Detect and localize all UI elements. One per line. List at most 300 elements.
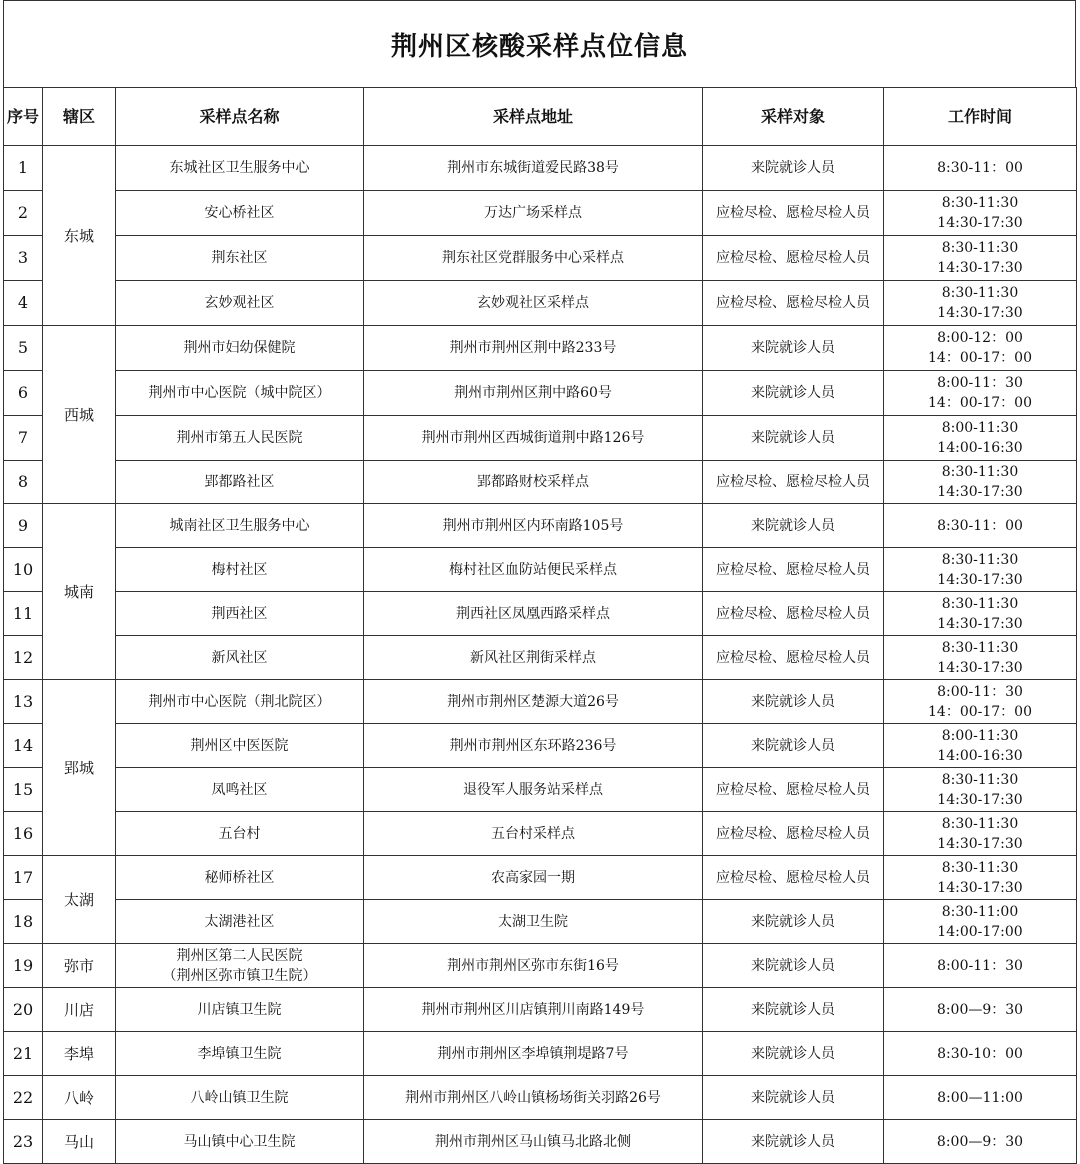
row-site-address: [364, 1032, 703, 1076]
row-work-time: [884, 146, 1077, 191]
row-target-text: 应检尽检、愿检尽检人员: [716, 295, 870, 311]
row-work-time-text: 8:30-11:30: [941, 639, 1019, 656]
row-seq-text: 6: [17, 383, 29, 402]
row-work-time-text: 8:30-11:30: [941, 240, 1019, 256]
row-work-time-text: 8:00—9：30: [936, 1133, 1024, 1150]
row-site-name: [116, 236, 364, 281]
table-row: [4, 416, 1077, 461]
row-work-time-text: 8:00—11:00: [937, 1089, 1023, 1106]
table-row: [4, 461, 1077, 504]
row-site-address: [364, 281, 703, 326]
row-site-name-text: 新风社区: [211, 649, 268, 666]
row-site-name: [116, 636, 364, 680]
row-seq: [4, 1076, 43, 1120]
row-site-name-text: 城南社区卫生服务中心: [169, 517, 310, 534]
row-work-time-text: 14:30-17:30: [937, 260, 1023, 276]
row-site-address-text: 荆州市荆州区内环南路105号: [442, 517, 624, 534]
row-site-name-text: 马山镇中心卫生院: [183, 1133, 296, 1150]
row-site-name-text: 秘师桥社区: [204, 869, 275, 886]
row-work-time: [884, 724, 1077, 768]
row-district-text: 郢城: [63, 758, 94, 777]
row-work-time: [884, 461, 1077, 504]
row-work-time-text: 14：00-17：00: [928, 395, 1032, 411]
row-work-time-text: 8:30-11:30: [941, 859, 1019, 876]
table-row: [4, 636, 1077, 680]
row-target: [703, 812, 884, 856]
row-site-name-text: 八岭山镇卫生院: [190, 1089, 289, 1106]
row-work-time: [884, 371, 1077, 416]
row-site-address-text: 荆州市荆州区楚源大道26号: [447, 693, 619, 710]
row-site-name-text: 荆州区第二人民医院: [176, 947, 303, 964]
row-seq: [4, 856, 43, 900]
row-work-time-text: 8:00-11:30: [941, 727, 1019, 744]
row-target-text: 来院就诊人员: [751, 385, 835, 401]
row-site-name-text: 凤鸣社区: [211, 781, 268, 798]
row-district-text: 川店: [63, 1000, 94, 1019]
row-seq: [4, 191, 43, 236]
row-site-address-text: 退役军人服务站采样点: [463, 781, 603, 798]
row-site-address: [364, 461, 703, 504]
row-work-time-text: 14:30-17:30: [937, 835, 1023, 852]
row-site-name: [116, 146, 364, 191]
row-site-address: [364, 146, 703, 191]
row-target: [703, 191, 884, 236]
row-site-address: [364, 326, 703, 371]
row-target: [703, 461, 884, 504]
row-site-name: [116, 1120, 364, 1164]
row-target-text: 来院就诊人员: [751, 430, 835, 446]
row-target: [703, 236, 884, 281]
row-seq-text: 4: [17, 293, 29, 312]
row-seq: [4, 1120, 43, 1164]
row-site-name: [116, 944, 364, 988]
row-target-text: 来院就诊人员: [751, 913, 835, 930]
sampling-sites-table: [3, 87, 1077, 1164]
table-row: [4, 326, 1077, 371]
row-work-time-text: 8:00—9：30: [936, 1001, 1024, 1018]
header-site-name: 采样点名称: [116, 88, 364, 146]
row-work-time: [884, 680, 1077, 724]
row-site-address-text: 荆州市荆州区东环路236号: [449, 737, 617, 754]
row-seq-text: 20: [12, 999, 34, 1019]
row-site-name-text: 荆东社区: [211, 250, 268, 266]
row-site-name: [116, 768, 364, 812]
row-target: [703, 416, 884, 461]
row-seq-text: 23: [12, 1131, 34, 1151]
row-seq-text: 1: [17, 158, 29, 177]
row-site-address-text: 万达广场采样点: [484, 205, 582, 221]
row-seq: [4, 236, 43, 281]
row-site-address-text: 荆东社区党群服务中心采样点: [442, 250, 624, 266]
row-target-text: 来院就诊人员: [751, 517, 835, 534]
row-work-time: [884, 812, 1077, 856]
table-row: [4, 768, 1077, 812]
table-row: [4, 812, 1077, 856]
row-district: [43, 680, 116, 856]
row-site-name-text: 郢都路社区: [204, 474, 275, 490]
row-site-name-text: 荆州市中心医院（城中院区）: [148, 385, 331, 401]
row-seq-text: 18: [12, 911, 34, 931]
row-work-time-text: 8:00-11：30: [937, 375, 1023, 391]
table-row: [4, 724, 1077, 768]
row-site-address: [364, 548, 703, 592]
row-site-address: [364, 768, 703, 812]
row-site-address-text: 荆州市荆州区荆中路233号: [449, 340, 617, 356]
row-work-time-text: 14:30-17:30: [937, 305, 1023, 321]
row-site-name-text: （荆州区弥市镇卫生院）: [162, 967, 317, 984]
row-district: [43, 856, 116, 944]
row-site-address: [364, 988, 703, 1032]
row-target-text: 应检尽检、愿检尽检人员: [716, 825, 870, 842]
row-district: [43, 1032, 116, 1076]
row-target-text: 来院就诊人员: [751, 957, 835, 974]
row-target: [703, 768, 884, 812]
row-district: [43, 146, 116, 326]
table-row: [4, 281, 1077, 326]
row-seq-text: 7: [17, 428, 29, 447]
row-site-name-text: 梅村社区: [211, 561, 268, 578]
row-site-address-text: 太湖卫生院: [498, 913, 568, 930]
table-row: [4, 548, 1077, 592]
row-work-time-text: 14:30-17:30: [937, 659, 1023, 676]
row-site-address-text: 郢都路财校采样点: [477, 474, 589, 490]
row-district-text: 八岭: [63, 1088, 94, 1107]
row-district: [43, 944, 116, 988]
row-site-address-text: 荆州市荆州区弥市东街16号: [447, 957, 619, 974]
row-seq: [4, 724, 43, 768]
row-target-text: 来院就诊人员: [751, 340, 835, 356]
row-site-name: [116, 281, 364, 326]
row-target: [703, 856, 884, 900]
table-row: [4, 988, 1077, 1032]
row-work-time-text: 8:00-12：00: [937, 330, 1023, 346]
row-site-address: [364, 191, 703, 236]
row-target: [703, 592, 884, 636]
row-target: [703, 326, 884, 371]
row-work-time: [884, 1120, 1077, 1164]
row-work-time: [884, 548, 1077, 592]
row-target: [703, 988, 884, 1032]
row-target-text: 来院就诊人员: [751, 1089, 835, 1106]
row-work-time-text: 8:30-11:30: [941, 195, 1019, 211]
row-work-time: [884, 236, 1077, 281]
row-seq-text: 5: [17, 338, 29, 357]
row-seq: [4, 326, 43, 371]
document-sheet: [3, 0, 1076, 1164]
table-row: [4, 1032, 1077, 1076]
row-site-name: [116, 371, 364, 416]
table-row: [4, 1076, 1077, 1120]
row-site-address: [364, 504, 703, 548]
row-district: [43, 988, 116, 1032]
row-work-time-text: 8:30-11:30: [941, 285, 1019, 301]
row-work-time-text: 8:30-11：00: [937, 517, 1023, 534]
row-site-name-text: 荆州市中心医院（荆北院区）: [148, 693, 331, 710]
row-seq: [4, 944, 43, 988]
row-target: [703, 548, 884, 592]
row-seq-text: 21: [12, 1043, 34, 1063]
row-target-text: 应检尽检、愿检尽检人员: [716, 561, 870, 578]
row-district: [43, 504, 116, 680]
row-seq: [4, 1032, 43, 1076]
row-target-text: 来院就诊人员: [751, 1001, 835, 1018]
row-site-address: [364, 416, 703, 461]
row-seq: [4, 680, 43, 724]
row-work-time: [884, 988, 1077, 1032]
row-site-address: [364, 636, 703, 680]
row-site-address-text: 荆州市荆州区八岭山镇杨场街关羽路26号: [405, 1089, 661, 1106]
row-work-time-text: 8:30-10：00: [937, 1045, 1023, 1062]
row-seq-text: 10: [12, 559, 34, 579]
row-target-text: 应检尽检、愿检尽检人员: [716, 649, 870, 666]
row-work-time-text: 14：00-17：00: [928, 703, 1032, 720]
row-site-address-text: 荆州市荆州区西城街道荆中路126号: [421, 430, 645, 446]
table-row: [4, 236, 1077, 281]
row-site-name-text: 荆州市第五人民医院: [176, 430, 303, 446]
row-site-address-text: 玄妙观社区采样点: [477, 295, 589, 311]
header-row: [4, 88, 1077, 146]
row-site-address-text: 荆州市荆州区李埠镇荆堤路7号: [437, 1045, 629, 1062]
row-site-name: [116, 548, 364, 592]
row-site-address: [364, 236, 703, 281]
row-target: [703, 281, 884, 326]
row-work-time-text: 14:30-17:30: [937, 615, 1023, 632]
row-site-name: [116, 416, 364, 461]
row-site-name: [116, 724, 364, 768]
row-target: [703, 146, 884, 191]
row-site-address: [364, 812, 703, 856]
row-work-time: [884, 191, 1077, 236]
row-district-text: 东城: [63, 226, 94, 245]
table-row: [4, 856, 1077, 900]
row-work-time: [884, 900, 1077, 944]
row-work-time: [884, 281, 1077, 326]
row-seq-text: 12: [12, 647, 34, 667]
row-work-time-text: 8:30-11:30: [941, 815, 1019, 832]
row-site-address-text: 荆州市荆州区川店镇荆川南路149号: [421, 1001, 645, 1018]
header-seq: 序号: [4, 88, 43, 146]
table-row: [4, 900, 1077, 944]
row-work-time-text: 14：00-17：00: [928, 350, 1032, 366]
row-site-address: [364, 1120, 703, 1164]
row-seq-text: 15: [12, 779, 34, 799]
row-work-time: [884, 768, 1077, 812]
row-site-address: [364, 724, 703, 768]
row-seq: [4, 371, 43, 416]
row-site-name-text: 东城社区卫生服务中心: [169, 160, 310, 176]
row-work-time-text: 8:30-11:30: [941, 464, 1019, 480]
row-site-address-text: 荆西社区凤凰西路采样点: [456, 605, 610, 622]
row-site-name-text: 荆州区中医医院: [190, 737, 289, 754]
row-site-name: [116, 900, 364, 944]
row-work-time-text: 14:30-17:30: [937, 571, 1023, 588]
row-work-time-text: 8:30-11:30: [941, 551, 1019, 568]
row-work-time-text: 8:00-11：30: [937, 683, 1023, 700]
table-row: [4, 191, 1077, 236]
row-site-address-text: 梅村社区血防站便民采样点: [449, 561, 617, 578]
row-district-text: 马山: [63, 1132, 94, 1151]
row-work-time: [884, 944, 1077, 988]
table-row: [4, 592, 1077, 636]
row-work-time-text: 14:30-17:30: [937, 215, 1023, 231]
row-seq-text: 22: [12, 1087, 34, 1107]
row-seq: [4, 461, 43, 504]
row-target-text: 来院就诊人员: [751, 1045, 835, 1062]
row-work-time: [884, 1076, 1077, 1120]
row-seq: [4, 548, 43, 592]
row-target-text: 应检尽检、愿检尽检人员: [716, 474, 870, 490]
row-site-name-text: 太湖港社区: [204, 913, 275, 930]
row-seq: [4, 146, 43, 191]
table-row: [4, 146, 1077, 191]
row-site-address: [364, 944, 703, 988]
row-seq: [4, 281, 43, 326]
row-work-time: [884, 1032, 1077, 1076]
row-site-address-text: 农高家园一期: [491, 869, 575, 886]
row-site-address: [364, 371, 703, 416]
header-district: 辖区: [43, 88, 116, 146]
row-work-time-text: 14:00-17:00: [937, 923, 1023, 940]
row-target-text: 来院就诊人员: [751, 1133, 835, 1150]
row-work-time: [884, 592, 1077, 636]
row-site-address-text: 荆州市荆州区荆中路60号: [454, 385, 612, 401]
row-seq: [4, 768, 43, 812]
table-row: [4, 680, 1077, 724]
row-seq-text: 11: [12, 603, 34, 623]
row-target-text: 应检尽检、愿检尽检人员: [716, 869, 870, 886]
row-target: [703, 680, 884, 724]
row-work-time-text: 14:30-17:30: [937, 879, 1023, 896]
row-work-time-text: 8:00-11：30: [937, 957, 1023, 974]
row-seq: [4, 988, 43, 1032]
row-target: [703, 1076, 884, 1120]
row-site-address: [364, 680, 703, 724]
row-seq-text: 14: [12, 735, 34, 755]
row-seq-text: 2: [17, 203, 29, 222]
row-seq-text: 3: [17, 248, 29, 267]
header-work-time: 工作时间: [884, 88, 1077, 146]
row-work-time-text: 8:30-11:30: [941, 771, 1019, 788]
row-district-text: 城南: [63, 582, 94, 601]
row-site-address-text: 五台村采样点: [491, 825, 575, 842]
row-target: [703, 724, 884, 768]
row-site-name: [116, 191, 364, 236]
row-seq: [4, 812, 43, 856]
row-district-text: 太湖: [63, 890, 94, 909]
header-site-address: 采样点地址: [364, 88, 703, 146]
row-site-name: [116, 988, 364, 1032]
row-target-text: 应检尽检、愿检尽检人员: [716, 781, 870, 798]
row-work-time-text: 14:00-16:30: [937, 747, 1023, 764]
row-target-text: 来院就诊人员: [751, 693, 835, 710]
row-site-name: [116, 504, 364, 548]
row-target-text: 应检尽检、愿检尽检人员: [716, 605, 870, 622]
row-site-name: [116, 680, 364, 724]
row-site-name: [116, 856, 364, 900]
table-row: [4, 944, 1077, 988]
table-body: [4, 146, 1077, 1164]
row-site-address: [364, 592, 703, 636]
row-work-time: [884, 416, 1077, 461]
row-seq-text: 19: [12, 955, 34, 975]
row-target: [703, 1120, 884, 1164]
row-seq-text: 16: [12, 823, 34, 843]
header-target: 采样对象: [703, 88, 884, 146]
row-site-name: [116, 812, 364, 856]
row-work-time-text: 8:30-11：00: [937, 160, 1023, 176]
row-site-name-text: 李埠镇卫生院: [197, 1045, 282, 1062]
row-site-address-text: 荆州市荆州区马山镇马北路北侧: [435, 1133, 631, 1150]
row-site-name: [116, 1032, 364, 1076]
row-site-name-text: 荆西社区: [211, 605, 268, 622]
row-seq: [4, 636, 43, 680]
row-target: [703, 944, 884, 988]
row-work-time: [884, 326, 1077, 371]
table-row: [4, 371, 1077, 416]
row-district-text: 弥市: [63, 956, 94, 975]
row-work-time-text: 8:30-11:30: [941, 595, 1019, 612]
row-target: [703, 371, 884, 416]
row-site-name-text: 玄妙观社区: [204, 295, 275, 311]
row-target-text: 来院就诊人员: [751, 737, 835, 754]
row-site-name: [116, 592, 364, 636]
row-district: [43, 326, 116, 504]
row-target-text: 应检尽检、愿检尽检人员: [716, 250, 870, 266]
row-site-name-text: 五台村: [218, 825, 261, 842]
row-seq-text: 8: [17, 472, 29, 491]
row-seq: [4, 592, 43, 636]
row-site-name: [116, 461, 364, 504]
row-seq: [4, 900, 43, 944]
row-work-time-text: 8:00-11:30: [941, 420, 1019, 436]
row-work-time-text: 8:30-11:00: [941, 903, 1019, 920]
row-district-text: 西城: [63, 405, 94, 424]
row-site-address-text: 荆州市东城街道爱民路38号: [447, 160, 619, 176]
row-site-name-text: 川店镇卫生院: [197, 1001, 282, 1018]
row-work-time: [884, 856, 1077, 900]
table-row: [4, 504, 1077, 548]
row-seq: [4, 416, 43, 461]
row-target-text: 来院就诊人员: [751, 160, 835, 176]
row-seq-text: 17: [12, 867, 34, 887]
row-site-name: [116, 1076, 364, 1120]
row-work-time-text: 14:30-17:30: [937, 484, 1023, 500]
row-site-address: [364, 1076, 703, 1120]
row-site-address: [364, 856, 703, 900]
row-seq-text: 13: [12, 691, 34, 711]
row-target-text: 应检尽检、愿检尽检人员: [716, 205, 870, 221]
row-site-address-text: 新风社区荆街采样点: [470, 649, 596, 666]
row-work-time-text: 14:30-17:30: [937, 791, 1023, 808]
row-work-time-text: 14:00-16:30: [937, 440, 1023, 456]
row-site-name-text: 荆州市妇幼保健院: [183, 340, 296, 356]
row-target: [703, 504, 884, 548]
row-district-text: 李埠: [63, 1044, 94, 1063]
row-work-time: [884, 636, 1077, 680]
row-target: [703, 1032, 884, 1076]
table-row: [4, 1120, 1077, 1164]
row-site-name: [116, 326, 364, 371]
row-district: [43, 1076, 116, 1120]
row-target: [703, 636, 884, 680]
row-seq-text: 9: [17, 515, 29, 535]
page-title: 荆州区核酸采样点位信息: [3, 0, 1076, 87]
row-target: [703, 900, 884, 944]
row-site-address: [364, 900, 703, 944]
row-work-time: [884, 504, 1077, 548]
row-district: [43, 1120, 116, 1164]
row-site-name-text: 安心桥社区: [204, 205, 275, 221]
